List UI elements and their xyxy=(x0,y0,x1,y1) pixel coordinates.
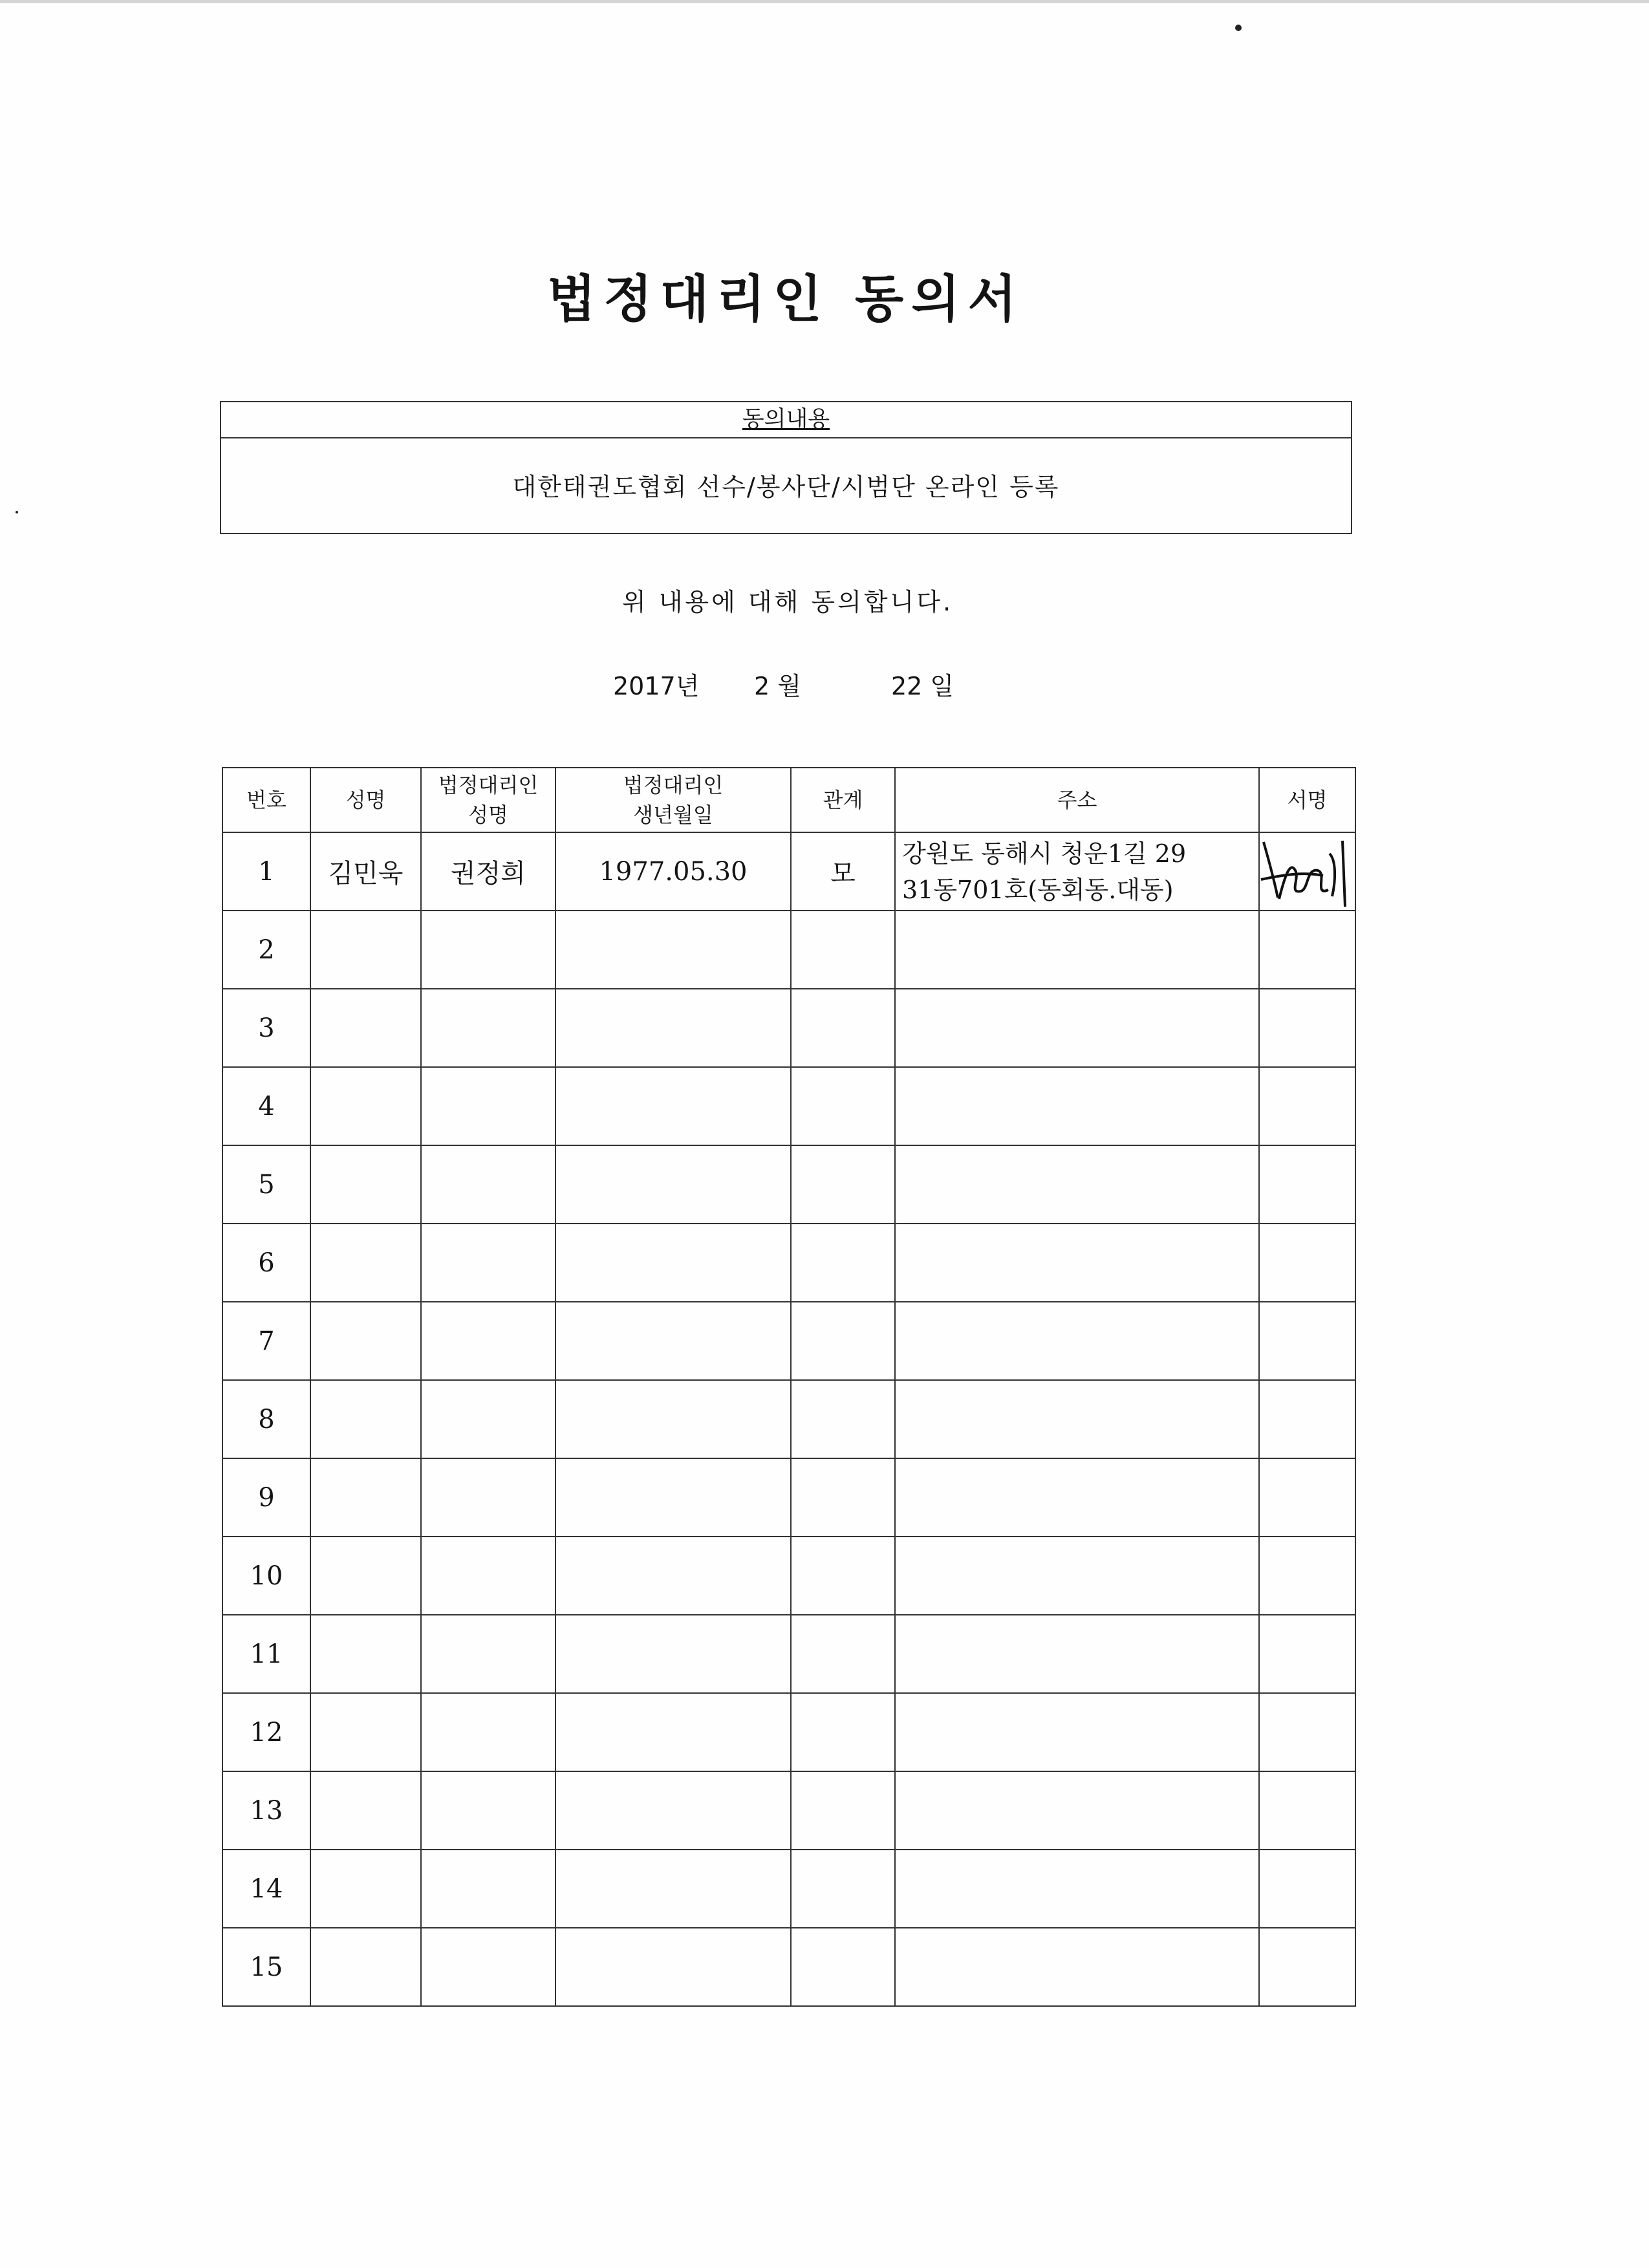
consent-header: 동의내용 xyxy=(221,402,1351,438)
cell-number: 14 xyxy=(222,1850,310,1928)
cell-number: 4 xyxy=(222,1067,310,1145)
table-row xyxy=(222,1928,1355,2006)
table-row xyxy=(222,911,1355,989)
cell-address: 강원도 동해시 청운1길 29 31동701호(동회동.대동) xyxy=(895,832,1259,911)
scan-speck xyxy=(16,511,18,513)
cell-number: 10 xyxy=(222,1537,310,1615)
cell-number: 9 xyxy=(222,1458,310,1537)
agreement-statement: 위 내용에 대해 동의합니다. xyxy=(621,588,954,616)
table-row xyxy=(222,1693,1355,1771)
table-row xyxy=(222,1771,1355,1850)
table-row xyxy=(222,1458,1355,1537)
header-name: 성명 xyxy=(310,768,421,832)
header-number: 번호 xyxy=(222,768,310,832)
header-address: 주소 xyxy=(895,768,1259,832)
cell-number: 12 xyxy=(222,1693,310,1771)
table-row xyxy=(222,1380,1355,1458)
table-row xyxy=(222,1537,1355,1615)
cell-relation: 모 xyxy=(791,832,895,911)
table-row xyxy=(222,1224,1355,1302)
document-title: 법정대리인 동의서 xyxy=(547,270,1024,329)
cell-number: 13 xyxy=(222,1771,310,1850)
consent-content: 대한태권도협회 선수/봉사단/시범단 온라인 등록 xyxy=(512,473,1060,501)
cell-number: 6 xyxy=(222,1224,310,1302)
table-row xyxy=(222,832,1355,911)
cell-number: 11 xyxy=(222,1615,310,1693)
date-month: 2 월 xyxy=(754,672,801,700)
cell-name: 김민욱 xyxy=(310,832,421,911)
table-row xyxy=(222,989,1355,1067)
cell-birth: 1977.05.30 xyxy=(555,832,791,911)
date-line xyxy=(0,666,1584,705)
consent-box xyxy=(220,401,1352,534)
date-year: 2017년 xyxy=(613,672,700,700)
cell-number: 7 xyxy=(222,1302,310,1380)
cell-signature xyxy=(1259,832,1355,911)
cell-number: 5 xyxy=(222,1145,310,1224)
cell-guardian: 권정희 xyxy=(421,832,555,911)
table-row xyxy=(222,1302,1355,1380)
cell-number: 15 xyxy=(222,1928,310,2006)
scan-top-edge xyxy=(0,0,1649,3)
header-guardian-name: 법정대리인 성명 xyxy=(421,768,555,832)
table-header-row xyxy=(222,768,1355,832)
table-row xyxy=(222,1145,1355,1224)
table-row xyxy=(222,1850,1355,1928)
header-guardian-birth: 법정대리인 생년월일 xyxy=(555,768,791,832)
scan-speck xyxy=(1235,25,1242,31)
cell-number: 3 xyxy=(222,989,310,1067)
header-relation: 관계 xyxy=(791,768,895,832)
table-row xyxy=(222,1067,1355,1145)
handwritten-signature xyxy=(1260,834,1355,909)
cell-number: 1 xyxy=(222,832,310,911)
cell-number: 2 xyxy=(222,911,310,989)
guardian-table xyxy=(222,767,1356,2007)
date-day: 22 일 xyxy=(891,672,954,700)
table-row xyxy=(222,1615,1355,1693)
header-signature: 서명 xyxy=(1259,768,1355,832)
cell-number: 8 xyxy=(222,1380,310,1458)
